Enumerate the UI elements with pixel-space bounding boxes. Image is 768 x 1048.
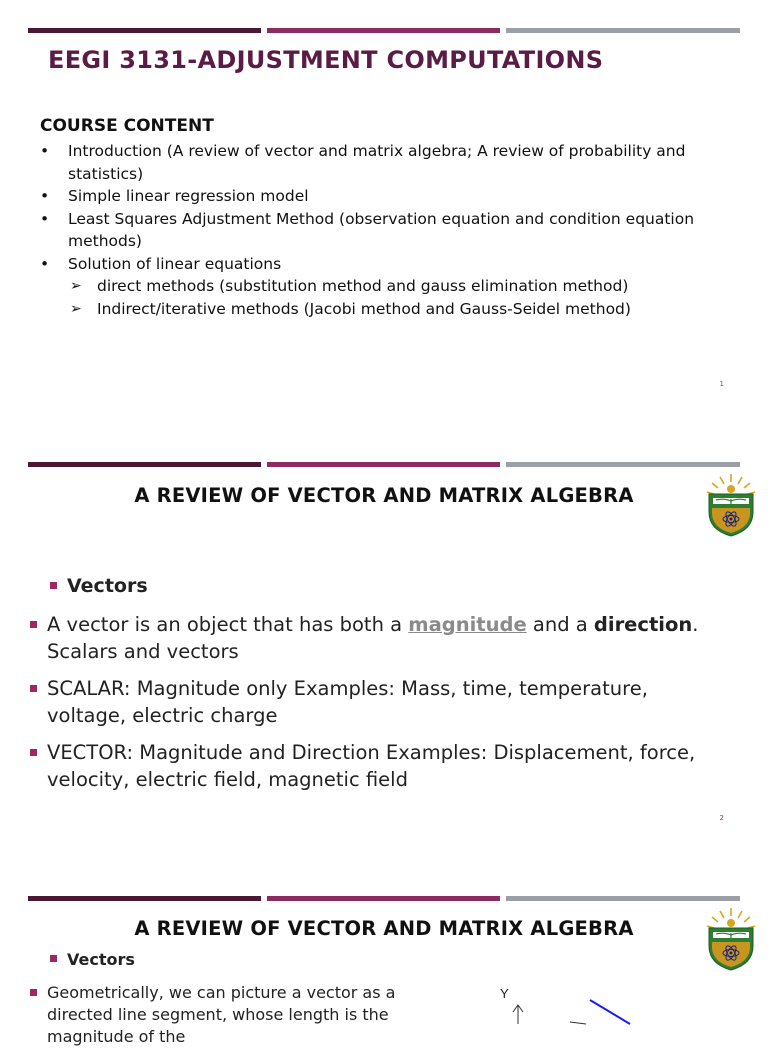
square-bullet-icon (50, 955, 57, 962)
magnitude-link[interactable]: magnitude (408, 613, 527, 636)
vector-tail-line (570, 1022, 586, 1024)
bullet-icon: • (40, 254, 50, 273)
header-bar-dark (28, 462, 261, 467)
sub-heading (50, 950, 135, 969)
header-bars (28, 462, 740, 468)
paragraph-text: VECTOR: Magnitude and Direction Examples: Displacement, force, velocity, electric field, magnetic field (47, 741, 696, 791)
slide-3 (0, 896, 768, 1046)
sub-list-item (40, 275, 700, 298)
section-heading: COURSE CONTENT (40, 116, 214, 136)
paragraph-vector-definition (30, 611, 730, 665)
list-item-text: Introduction (A review of vector and matrix algebra; A review of probability and statistics) (68, 142, 686, 183)
paragraph-text: Geometrically, we can picture a vector as a directed line segment, whose length is the magnitude of the (47, 983, 396, 1046)
header-bar-dark (28, 28, 261, 33)
list-item (40, 208, 700, 253)
list-item-text: Simple linear regression model (68, 187, 309, 205)
bullet-icon: • (40, 187, 50, 205)
course-content-list (40, 140, 700, 320)
square-bullet-icon (30, 749, 37, 756)
header-bars (28, 28, 740, 34)
list-item (40, 253, 700, 276)
sub-list-item (40, 298, 700, 321)
vector-figure (490, 984, 690, 1024)
slide-title: A REVIEW OF VECTOR AND MATRIX ALGEBRA (134, 917, 634, 940)
text-segment: and a (526, 613, 594, 636)
arrow-bullet-icon: ➢ (70, 278, 82, 294)
paragraph-text (30, 611, 730, 665)
sub-heading-text: Vectors (67, 575, 148, 597)
page-number: 2 (719, 814, 724, 822)
sub-list-item-text: Indirect/iterative methods (Jacobi method and Gauss-Seidel method) (97, 299, 631, 318)
square-bullet-icon (30, 989, 37, 996)
text-segment: A vector is an object that has both a (47, 613, 409, 636)
paragraph-scalar (30, 675, 730, 729)
bullet-icon: • (40, 142, 50, 160)
paragraph-text: SCALAR: Magnitude only Examples: Mass, time, temperature, voltage, electric charge (47, 677, 648, 727)
square-bullet-icon (30, 621, 37, 628)
list-item-text: Solution of linear equations (68, 254, 282, 273)
header-bars (28, 896, 740, 902)
university-logo-icon (704, 906, 758, 972)
square-bullet-icon (30, 685, 37, 692)
university-logo-icon (704, 472, 758, 538)
list-item-text: Least Squares Adjustment Method (observation equation and condition equation methods) (68, 209, 695, 250)
header-bar-gray (506, 462, 740, 467)
arrow-bullet-icon: ➢ (70, 300, 82, 317)
bullet-icon: • (40, 209, 50, 228)
header-bar-magenta (267, 896, 500, 901)
slide-2 (0, 462, 768, 862)
header-bar-gray (506, 28, 740, 33)
slide-title: EEGI 3131-ADJUSTMENT COMPUTATIONS (48, 46, 604, 74)
list-item (40, 140, 700, 185)
header-bar-gray (506, 896, 740, 901)
list-item (40, 185, 700, 208)
header-bar-dark (28, 896, 261, 901)
sub-list-item-text: direct methods (substitution method and gauss elimination method) (97, 277, 629, 295)
header-bar-magenta (267, 28, 500, 33)
vector-line (590, 1000, 630, 1024)
bold-text: direction (593, 613, 693, 636)
paragraph-geometric (30, 982, 460, 1048)
slide-title: A REVIEW OF VECTOR AND MATRIX ALGEBRA (134, 484, 634, 507)
page-number: 1 (719, 380, 724, 388)
sub-heading-text: Vectors (67, 950, 135, 969)
y-axis-label: Y (500, 986, 509, 1001)
header-bar-magenta (267, 462, 500, 467)
text-segment: . Scalars and vectors (47, 613, 699, 663)
slide-1 (0, 28, 768, 428)
sub-heading (50, 575, 148, 597)
square-bullet-icon (50, 582, 57, 589)
paragraph-vector (30, 739, 730, 793)
